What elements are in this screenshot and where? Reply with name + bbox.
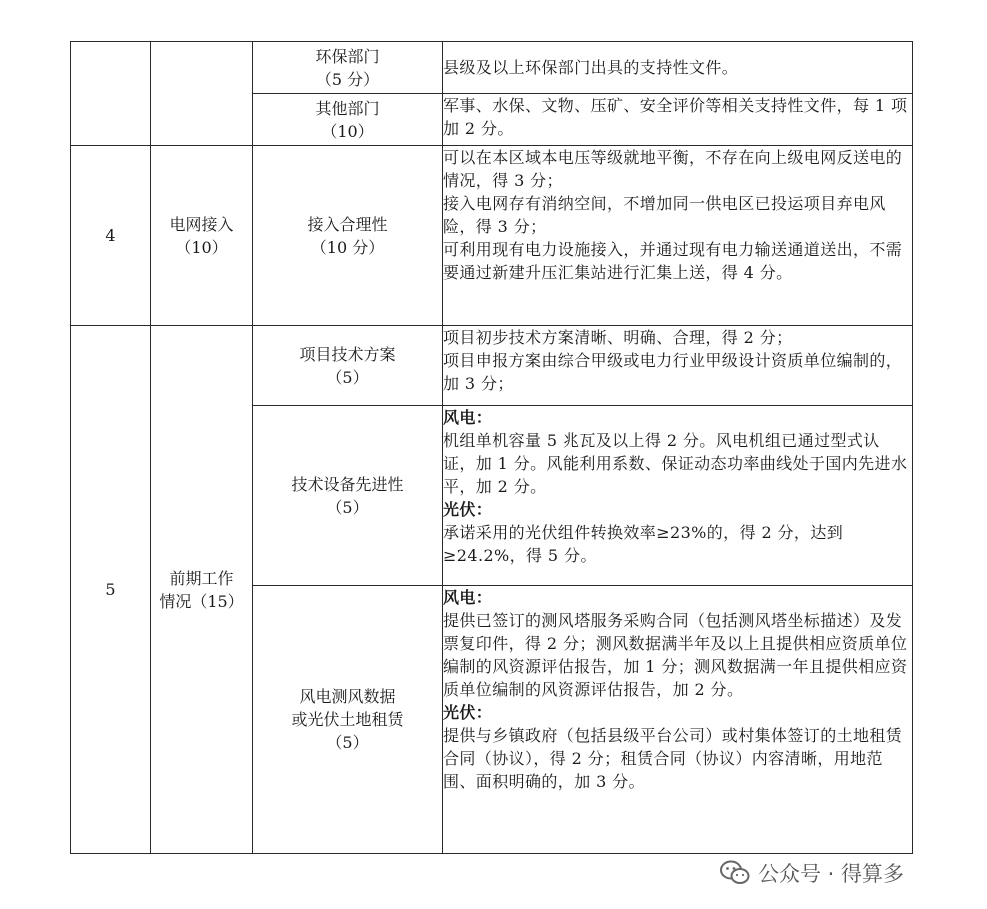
cell-grid-subcategory <box>253 146 443 326</box>
cell-grid-num: 4 <box>71 146 151 326</box>
cell-tech-plan-criteria <box>443 326 913 406</box>
cell-other-dept <box>253 94 443 146</box>
other-dept-score: （10） <box>321 121 374 141</box>
grid-category-score: （10） <box>175 237 228 257</box>
env-dept-score: （5 分） <box>315 69 380 89</box>
cell-equipment-criteria <box>443 406 913 586</box>
prep-category-name: 前期工作 <box>169 568 234 588</box>
tech-plan-name: 项目技术方案 <box>299 344 396 364</box>
other-criteria-text: 军事、水保、文物、压矿、安全评价等相关支持性文件，每 1 项加 2 分。 <box>443 96 908 138</box>
equipment-name: 技术设备先进性 <box>291 474 404 494</box>
equipment-wind-heading: 风电： <box>443 408 493 427</box>
grid-criteria-item: 可以在本区域本电压等级就地平衡，不存在向上级电网反送电的情况，得 3 分； <box>443 148 903 190</box>
watermark-text: 公众号 · 得算多 <box>758 862 905 886</box>
grid-category-name: 电网接入 <box>169 214 234 234</box>
cell-data-land <box>253 586 443 854</box>
env-criteria-text: 县级及以上环保部门出具的支持性文件。 <box>443 58 739 77</box>
data-land-name-line1: 风电测风数据 <box>299 687 396 706</box>
grid-subcategory-score: （10 分） <box>310 237 385 257</box>
grid-subcategory-name: 接入合理性 <box>307 214 388 234</box>
data-land-pv-text: 提供与乡镇政府（包括县级平台公司）或村集体签订的土地租赁合同（协议），得 2 分；租赁合同（协议）内容清晰，用地范围、面积明确的，加 3 分。 <box>443 726 903 791</box>
data-land-pv-heading: 光伏： <box>443 703 493 722</box>
cell-env-dept <box>253 42 443 94</box>
table-row-grid <box>71 146 913 326</box>
equipment-pv-heading: 光伏： <box>443 500 493 519</box>
data-land-name-line2: 或光伏土地租赁 <box>291 710 404 729</box>
prep-category-score: 情况（15） <box>159 591 244 611</box>
tech-plan-item: 项目初步技术方案清晰、明确、合理，得 2 分； <box>443 328 793 347</box>
cell-data-land-criteria <box>443 586 913 854</box>
grid-criteria-item: 可利用现有电力设施接入，并通过现有电力输送通道送出，不需要通过新建升压汇集站进行汇集上送，得 4 分。 <box>443 240 903 282</box>
cell-prep-num: 5 <box>71 326 151 854</box>
equipment-score: （5） <box>326 497 369 517</box>
cell-tech-plan <box>253 326 443 406</box>
watermark <box>720 858 904 888</box>
data-land-score: （5） <box>326 733 369 752</box>
data-land-wind-heading: 风电： <box>443 588 493 607</box>
cell-grid-category <box>151 146 253 326</box>
cell-category-continued <box>151 42 253 146</box>
data-land-wind-text: 提供已签订的测风塔服务采购合同（包括测风塔坐标描述）及发票复印件，得 2 分；测风数据满半年及以上且提供相应资质单位编制的风资源评估报告，加 1 分；测风数据满一年且提供相应资质单位编制的风资源评估报告，加 2 分。 <box>443 611 908 699</box>
wechat-icon <box>720 860 750 886</box>
cell-env-criteria <box>443 42 913 94</box>
equipment-pv-text: 承诺采用的光伏组件转换效率≥23%的，得 2 分，达到≥24.2%，得 5 分。 <box>443 523 844 565</box>
table-row-env <box>71 42 913 94</box>
env-dept-name: 环保部门 <box>315 46 380 66</box>
grid-criteria-item: 接入电网存有消纳空间，不增加同一供电区已投运项目弃电风险，得 3 分； <box>443 194 886 236</box>
equipment-wind-text: 机组单机容量 5 兆瓦及以上得 2 分。风电机组已通过型式认证，加 1 分。风能利用系数、保证动态功率曲线处于国内先进水平，加 2 分。 <box>443 431 908 496</box>
other-dept-name: 其他部门 <box>315 98 380 118</box>
scoring-table <box>70 41 913 854</box>
cell-num-continued <box>71 42 151 146</box>
cell-prep-category <box>151 326 253 854</box>
cell-grid-criteria <box>443 146 913 326</box>
tech-plan-item: 项目申报方案由综合甲级或电力行业甲级设计资质单位编制的，加 3 分； <box>443 351 903 393</box>
cell-other-criteria <box>443 94 913 146</box>
table-row-tech-plan <box>71 326 913 406</box>
cell-equipment <box>253 406 443 586</box>
tech-plan-score: （5） <box>326 367 369 387</box>
